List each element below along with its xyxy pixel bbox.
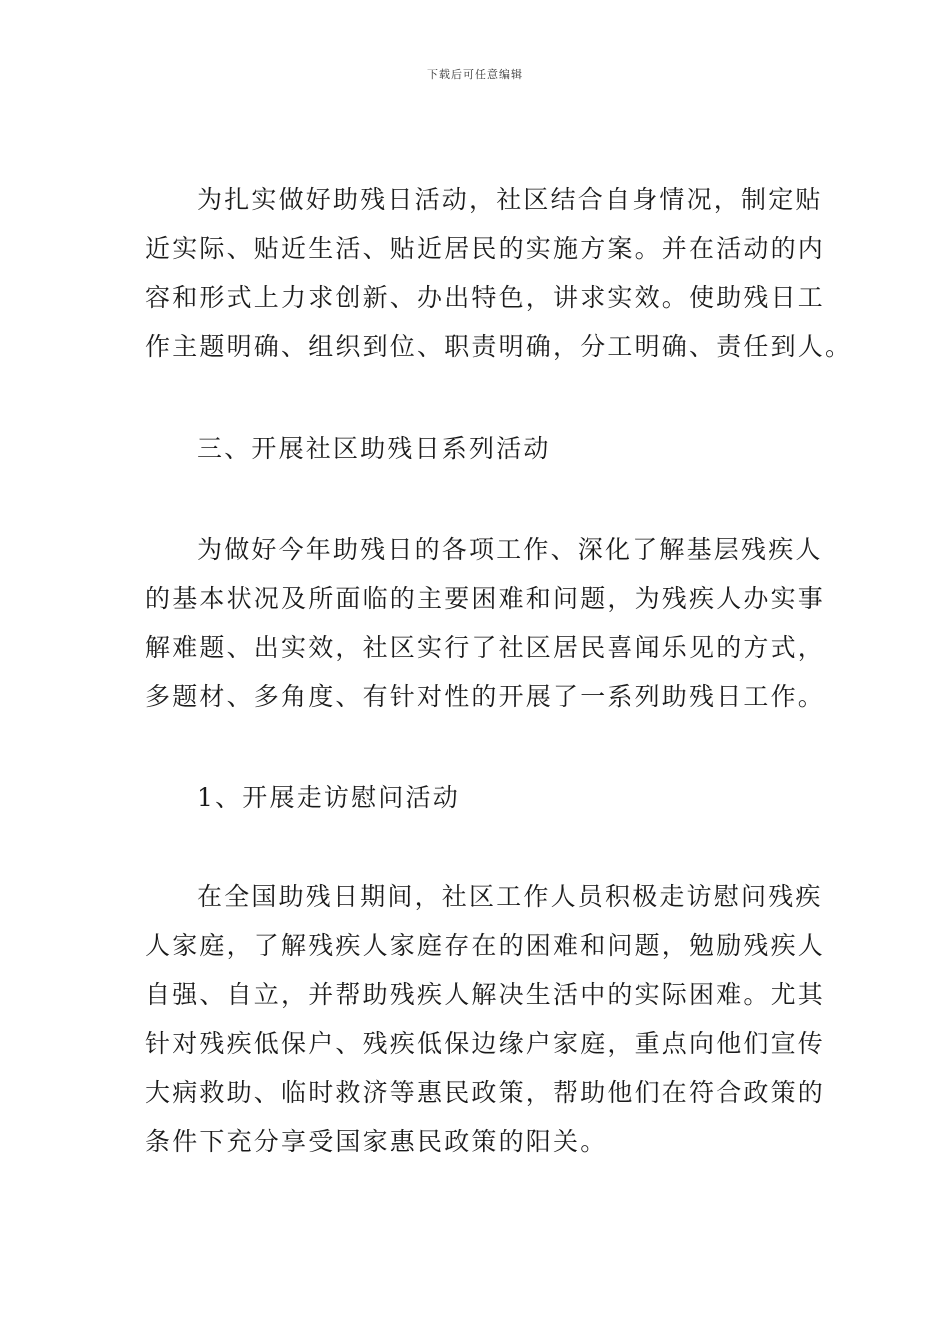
paragraph-line: 作主题明确、组织到位、职责明确，分工明确、责任到人。	[145, 332, 853, 361]
paragraph-activities-intro	[145, 525, 826, 721]
subsection-heading-1	[145, 773, 813, 822]
paragraph-line: 自强、自立，并帮助残疾人解决生活中的实际困难。尤其	[145, 980, 826, 1009]
paragraph-line: 为扎实做好助残日活动，社区结合自身情况，制定贴	[197, 185, 823, 214]
paragraph-line: 的基本状况及所面临的主要困难和问题，为残疾人办实事	[145, 584, 826, 613]
paragraph-line: 在全国助残日期间，社区工作人员积极走访慰问残疾	[197, 882, 823, 911]
subsection-heading-text: 1、开展走访慰问活动	[197, 783, 460, 812]
paragraph-line: 解难题、出实效，社区实行了社区居民喜闻乐见的方式，	[145, 633, 826, 662]
paragraph-line: 大病救助、临时救济等惠民政策，帮助他们在符合政策的	[145, 1078, 826, 1107]
paragraph-visits	[145, 872, 826, 1166]
header-note: 下载后可任意编辑	[427, 68, 523, 81]
paragraph-line: 为做好今年助残日的各项工作、深化了解基层残疾人	[197, 535, 823, 564]
paragraph-line: 多题材、多角度、有针对性的开展了一系列助残日工作。	[145, 682, 826, 711]
section-heading-3	[145, 424, 813, 473]
paragraph-implementation-plan	[145, 175, 853, 371]
paragraph-line: 针对残疾低保户、残疾低保边缘户家庭，重点向他们宣传	[145, 1029, 826, 1058]
section-heading-text: 三、开展社区助残日系列活动	[197, 434, 551, 463]
paragraph-line: 容和形式上力求创新、办出特色，讲求实效。使助残日工	[145, 283, 826, 312]
paragraph-line: 条件下充分享受国家惠民政策的阳关。	[145, 1127, 608, 1156]
paragraph-line: 人家庭，了解残疾人家庭存在的困难和问题，勉励残疾人	[145, 931, 826, 960]
paragraph-line: 近实际、贴近生活、贴近居民的实施方案。并在活动的内	[145, 234, 826, 263]
